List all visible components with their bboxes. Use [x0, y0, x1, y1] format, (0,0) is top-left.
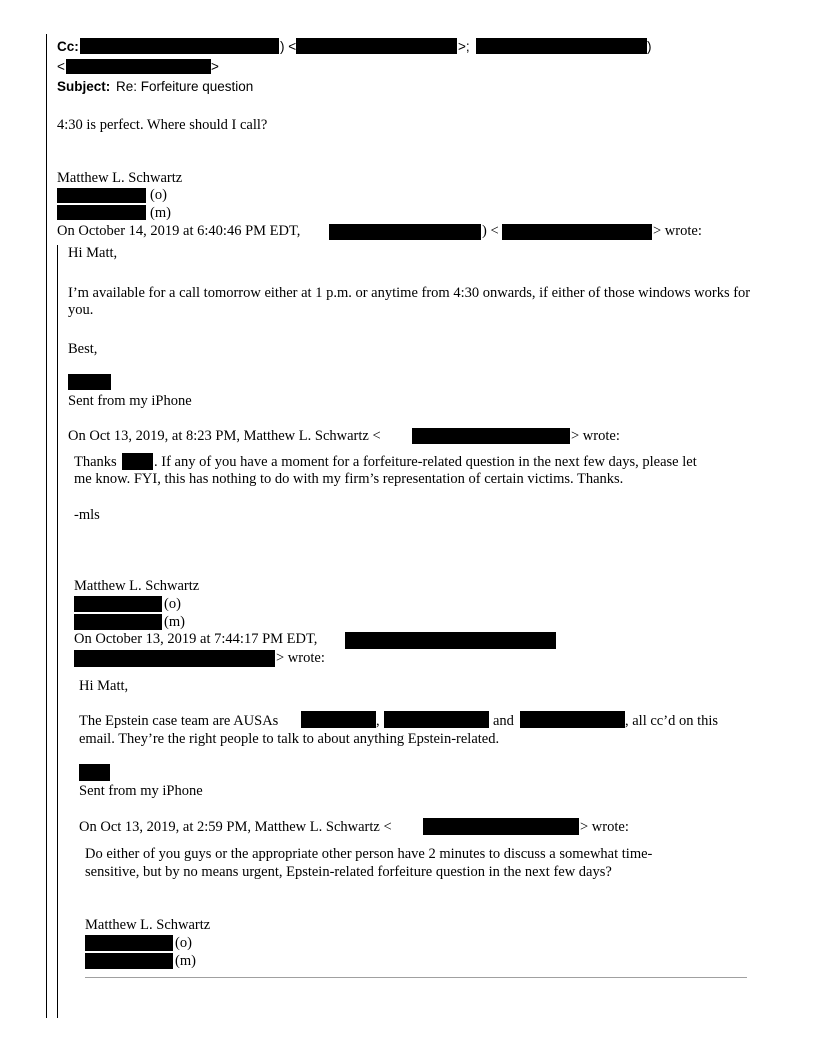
quote3-sent-from: Sent from my iPhone [79, 783, 203, 799]
redaction [74, 614, 162, 630]
quote2-body-line1: . If any of you have a moment for a forfeiture-related question in the next few days, please let [154, 454, 697, 470]
cc-separator: > [211, 59, 219, 74]
quote3-body-part: , all cc’d on this [625, 713, 719, 729]
quote2-thanks: Thanks [74, 454, 117, 470]
cc-separator: >; [458, 39, 470, 54]
signature-office-label: (o) [175, 935, 192, 951]
cc-separator: < [57, 59, 65, 74]
redaction [85, 935, 173, 951]
redaction [57, 205, 146, 220]
redaction [122, 453, 153, 470]
redaction [384, 711, 489, 728]
quote3-attribution: On Oct 13, 2019, at 2:59 PM, Matthew L. Schwartz < [79, 819, 392, 835]
signature-name: Matthew L. Schwartz [74, 578, 200, 594]
redaction [68, 374, 111, 390]
signature-mobile-label: (m) [175, 953, 196, 969]
quote1-closing: Best, [68, 341, 98, 357]
redaction [296, 38, 457, 54]
quote3-body-line2: email. They’re the right people to talk to about anything Epstein-related. [79, 731, 500, 747]
attribution-line: On October 14, 2019 at 6:40:46 PM EDT, [57, 223, 301, 239]
quote4-body-line2: sensitive, but by no means urgent, Epstein-related forfeiture question in the next few days? [85, 864, 612, 880]
quote2-attribution: On October 13, 2019 at 7:44:17 PM EDT, [74, 631, 318, 647]
redaction [80, 38, 279, 54]
redaction [502, 224, 652, 240]
cc-separator: ) < [280, 39, 297, 54]
quote1-sent-from: Sent from my iPhone [68, 393, 192, 409]
redaction [345, 632, 556, 649]
quote3-body-part: and [493, 713, 514, 729]
signature-name: Matthew L. Schwartz [85, 917, 211, 933]
cc-label: Cc: [57, 39, 79, 54]
quote3-body-part: , [376, 713, 380, 729]
quote2-attribution-wrote: > wrote: [276, 650, 325, 666]
redaction [476, 38, 647, 54]
redaction [79, 764, 110, 781]
signature-office-label: (o) [164, 596, 181, 612]
redaction [74, 650, 275, 667]
signature-mobile-label: (m) [150, 205, 171, 221]
redaction [412, 428, 570, 444]
quote3-body-part: The Epstein case team are AUSAs [79, 713, 279, 729]
redaction [66, 59, 211, 74]
signature-mobile-label: (m) [164, 614, 185, 630]
signature-divider [85, 977, 747, 978]
signature-office-label: (o) [150, 187, 167, 203]
quote1-greeting: Hi Matt, [68, 245, 118, 261]
attribution-separator: ) < [482, 223, 499, 239]
quote1-body: I’m available for a call tomorrow either at 1 p.m. or anytime from 4:30 onwards, if either of those windows works for you. [68, 285, 751, 318]
cc-separator: ) [647, 39, 652, 54]
redaction [329, 224, 481, 240]
signature-name: Matthew L. Schwartz [57, 170, 183, 186]
attribution-wrote: > wrote: [653, 223, 702, 239]
quote3-attribution-wrote: > wrote: [580, 819, 629, 835]
reply-body: 4:30 is perfect. Where should I call? [57, 117, 268, 133]
redaction [85, 953, 173, 969]
quote2-body-line2: me know. FYI, this has nothing to do with my firm’s representation of certain victims. Thanks. [74, 471, 624, 487]
quote1-attribution-wrote: > wrote: [571, 428, 620, 444]
subject-label: Subject: [57, 79, 111, 94]
quote2-initials: -mls [74, 507, 100, 523]
redaction [423, 818, 579, 835]
redaction [520, 711, 625, 728]
redaction [301, 711, 376, 728]
quote-rule-inner [57, 245, 58, 1018]
redaction [57, 188, 146, 203]
redaction [74, 596, 162, 612]
quote-rule-outer [46, 34, 47, 1018]
quote4-body-line1: Do either of you guys or the appropriate other person have 2 minutes to discuss a somewhat time- [85, 846, 653, 862]
quote3-greeting: Hi Matt, [79, 678, 129, 694]
quote1-attribution: On Oct 13, 2019, at 8:23 PM, Matthew L. Schwartz < [68, 428, 381, 444]
subject-value: Re: Forfeiture question [116, 79, 254, 94]
